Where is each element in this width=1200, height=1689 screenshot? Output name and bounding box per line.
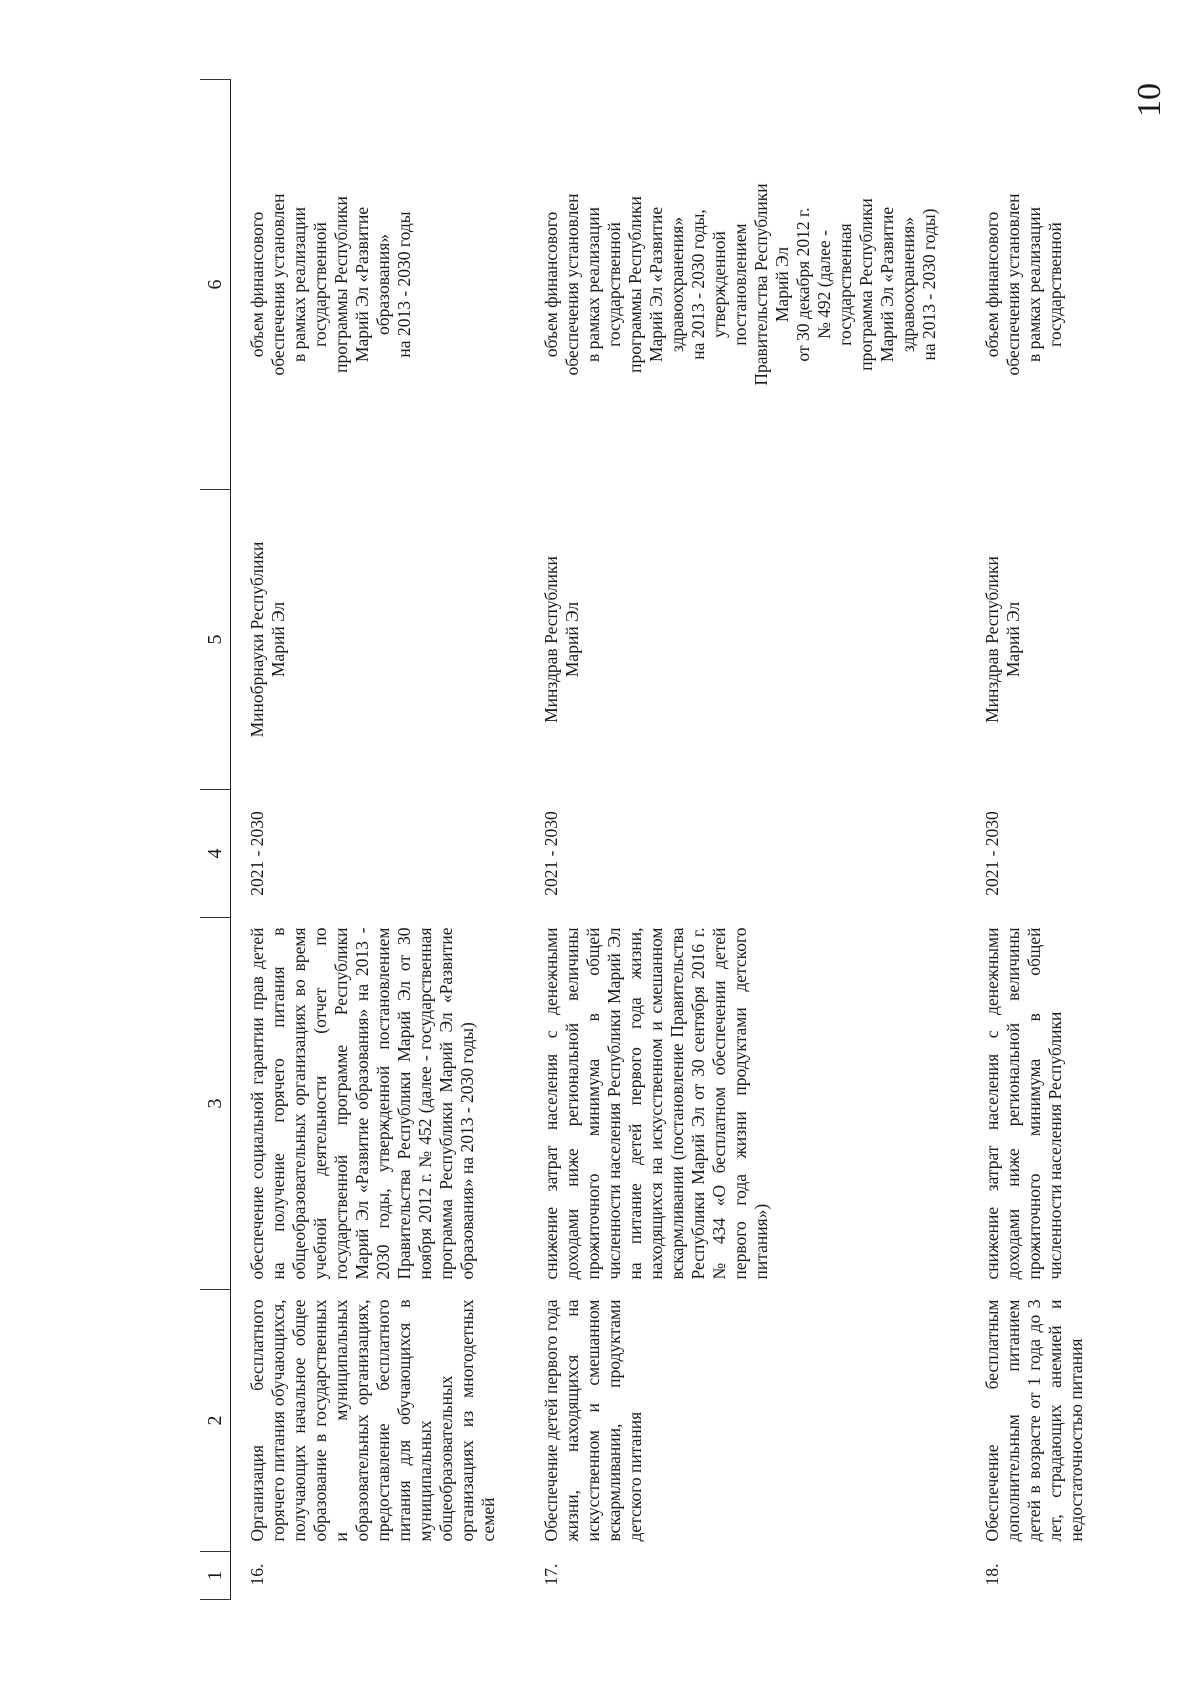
page-number: 10 [1131, 83, 1168, 117]
table-row [231, 80, 526, 1600]
executor-cell: Минздрав Республики Марий Эл [541, 556, 582, 723]
funding-cell: объем финансового обеспечения установлен в рамках реализации государственной программы Республики Марий Эл «Развитие здравоохранения» на 2013 - 2030 годы, утвержденной постановлением Правительства Республики Марий Эл от 30 декабря 2012 г. № 492 (далее - государственная программа Республики Марий Эл «Развитие здравоохранения» на 2013 - 2030 годы) [541, 183, 939, 386]
period-cell: 2021 - 2030 [247, 811, 267, 896]
table-row [525, 80, 966, 1600]
header-col-5: 5 [200, 490, 231, 790]
result-cell: снижение затрат населения с денежными доходами ниже региональной величины прожиточного минимума в общей численности населения Республики Марий Эл на питание детей первого года жизни, находящихся на искусственном и смешанном вскармливании (постановление Правительства Республики Марий Эл от 30 сентября 2016 г. № 434 «О бесплатном обеспечении детей первого года жизни продуктами детского питания») [541, 927, 771, 1280]
table-header-row [200, 80, 231, 1600]
row-number: 17. [541, 1563, 561, 1586]
header-col-6: 6 [200, 80, 231, 490]
result-cell: снижение затрат населения с денежными доходами ниже региональной величины прожиточного минимума в общей численности населения Республики [982, 927, 1065, 1280]
header-col-3: 3 [200, 918, 231, 1290]
funding-cell: объем финансового обеспечения установлен в рамках реализации государственной программы Республики Марий Эл «Развитие образования» на 2013 - 2030 годы [247, 193, 414, 376]
measure-cell: Обеспечение бесплатным дополнительным питанием детей в возрасте от 1 года до 3 лет, страдающих анемией и недостаточностью питания [982, 1299, 1086, 1542]
measure-cell: Организация бесплатного горячего питания обучающихся, получающих начальное общее образование в государственных и муниципальных образовательных организациях, предоставление бесплатного питания для обучающихся в муниципальных общеобразовательных организациях из многодетных семей [247, 1299, 498, 1542]
measures-table [200, 79, 1113, 1600]
measure-cell: Обеспечение детей первого года жизни, находящихся на искусственном и смешанном вскармливании, продуктами детского питания [541, 1299, 645, 1542]
header-col-4: 4 [200, 790, 231, 918]
header-col-1: 1 [200, 1552, 231, 1600]
rotated-table-container [200, 80, 1200, 1600]
executor-cell: Минздрав Республики Марий Эл [982, 556, 1023, 723]
table-row [966, 80, 1113, 1600]
period-cell: 2021 - 2030 [982, 811, 1002, 896]
result-cell: обеспечение социальной гарантии прав детей на получение горячего питания в общеобразовательных организациях во время учебной деятельности (отчет по государственной программе Республики Марий Эл «Развитие образования» на 2013 - 2030 годы, утвержденной постановлением Правительства Республики Марий Эл от 30 ноября 2012 г. № 452 (далее - государственная программа Республики Марий Эл «Развитие образования» на 2013 - 2030 годы) [247, 927, 477, 1280]
header-col-2: 2 [200, 1290, 231, 1552]
funding-cell: объем финансового обеспечения установлен в рамках реализации государственной [982, 193, 1065, 376]
row-number: 18. [982, 1563, 1002, 1586]
row-number: 16. [247, 1563, 267, 1586]
period-cell: 2021 - 2030 [541, 811, 561, 896]
executor-cell: Минобрнауки Республики Марий Эл [247, 541, 288, 738]
